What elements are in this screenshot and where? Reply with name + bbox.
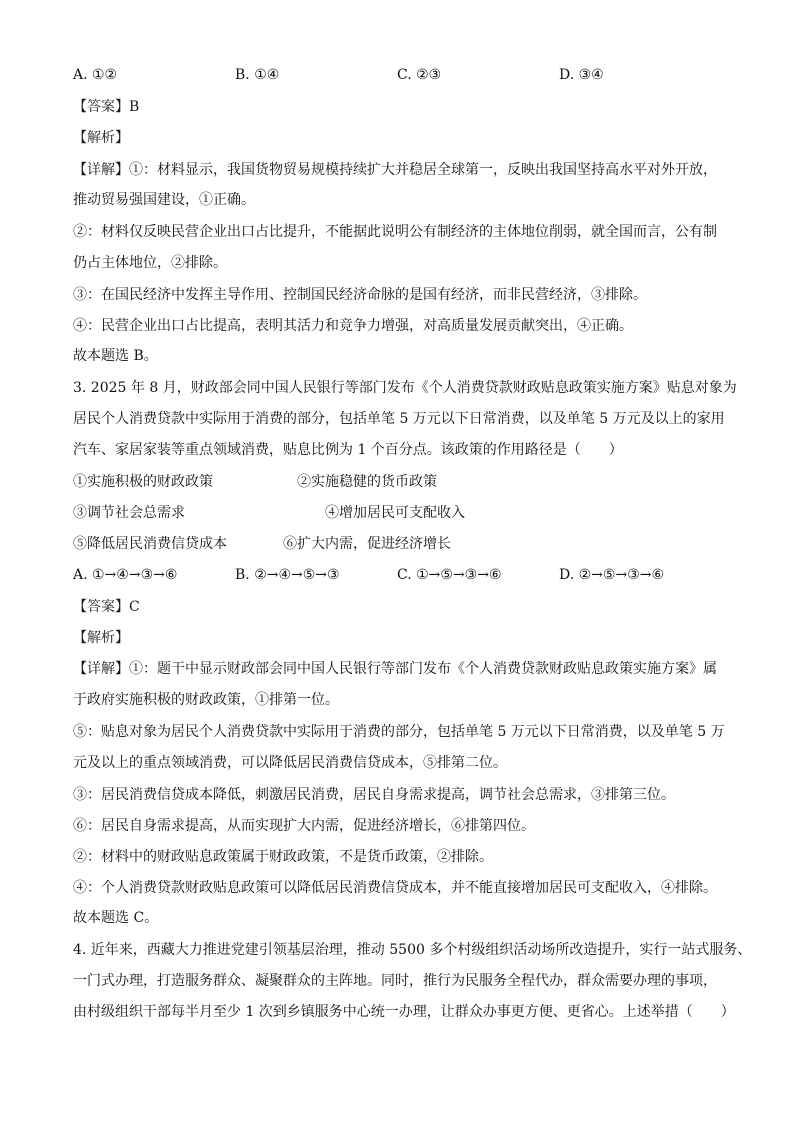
q3-statement: ①实施积极的财政政策 xyxy=(73,474,213,490)
q3-statement: ⑥扩大内需，促进经济增长 xyxy=(283,536,451,552)
q3-option-a: A. ①→④→③→⑥ xyxy=(73,567,178,583)
q3-detail-line: ③：居民消费信贷成本降低，刺激居民消费，居民自身需求提高，调节社会总需求，③排第三位。 xyxy=(73,787,675,803)
q3-stem-line: 3. 2025 年 8 月，财政部会同中国人民银行等部门发布《个人消费贷款财政贴息政策实施方案》贴息对象为 xyxy=(73,380,737,396)
q2-option-c: C. ②③ xyxy=(397,67,442,83)
q3-statement: ③调节社会总需求 xyxy=(73,505,185,521)
q4-stem-line: 由村级组织干部每半月至少 1 次到乡镇服务中心统一办理，让群众办事更方便、更省心。上述举措（ ） xyxy=(73,1004,735,1020)
q4-stem-line: 一门式办理，打造服务群众、凝聚群众的主阵地。同时，推行为民服务全程代办，群众需要办理的事项， xyxy=(73,973,717,989)
q3-detail-line: ⑥：居民自身需求提高，从而实现扩大内需，促进经济增长，⑥排第四位。 xyxy=(73,818,535,834)
q2-analysis-heading: 【解析】 xyxy=(73,130,129,146)
q2-option-d: D. ③④ xyxy=(559,67,604,83)
q2-option-b: B. ①④ xyxy=(235,67,280,83)
q2-answer: 【答案】B xyxy=(73,99,140,115)
q2-detail-line: ③：在国民经济中发挥主导作用、控制国民经济命脉的是国有经济，而非民营经济，③排除。 xyxy=(73,287,647,303)
q3-answer: 【答案】C xyxy=(73,599,140,615)
q3-statement: ④增加居民可支配收入 xyxy=(325,505,465,521)
q3-detail-line: ②：材料中的财政贴息政策属于财政政策，不是货币政策，②排除。 xyxy=(73,849,493,865)
q3-stem-line: 汽车、家居家装等重点领域消费，贴息比例为 1 个百分点。该政策的作用路径是（ ） xyxy=(73,442,623,458)
q3-detail-line: ④：个人消费贷款财政贴息政策可以降低居民消费信贷成本，并不能直接增加居民可支配收入，④排除。 xyxy=(73,880,717,896)
q2-detail-line: 推动贸易强国建设，①正确。 xyxy=(73,192,255,208)
q3-analysis-heading: 【解析】 xyxy=(73,630,129,646)
q2-detail-line: 【详解】①：材料显示，我国货物贸易规模持续扩大并稳居全球第一，反映出我国坚持高水平对外开放， xyxy=(73,162,717,178)
q2-conclusion: 故本题选 B。 xyxy=(73,348,158,364)
q3-detail-line: 元及以上的重点领域消费，可以降低居民消费信贷成本，⑤排第二位。 xyxy=(73,755,507,771)
q2-detail-line: ②：材料仅反映民营企业出口占比提升，不能据此说明公有制经济的主体地位削弱，就全国而言，公有制 xyxy=(73,224,717,240)
q4-stem-line: 4. 近年来，西藏大力推进党建引领基层治理，推动 5500 多个村级组织活动场所改造提升，实行一站式服务、 xyxy=(73,942,752,958)
q3-stem-line: 居民个人消费贷款中实际用于消费的部分，包括单笔 5 万元以下日常消费，以及单笔 5 万元及以上的家用 xyxy=(73,411,725,427)
q3-option-c: C. ①→⑤→③→⑥ xyxy=(397,567,502,583)
q3-option-d: D. ②→⑤→③→⑥ xyxy=(559,567,665,583)
q3-option-b: B. ②→④→⑤→③ xyxy=(235,567,340,583)
q2-detail-line: ④：民营企业出口占比提高，表明其活力和竞争力增强，对高质量发展贡献突出，④正确。 xyxy=(73,318,633,334)
q2-option-a: A. ①② xyxy=(73,67,118,83)
q3-statement: ②实施稳健的货币政策 xyxy=(297,474,437,490)
q2-detail-line: 仍占主体地位，②排除。 xyxy=(73,255,227,271)
q3-statement: ⑤降低居民消费信贷成本 xyxy=(73,536,227,552)
q3-detail-line: ⑤：贴息对象为居民个人消费贷款中实际用于消费的部分，包括单笔 5 万元以下日常消费，以及单笔 5 万 xyxy=(73,724,725,740)
q3-detail-line: 于政府实施积极的财政政策，①排第一位。 xyxy=(73,692,339,708)
q3-conclusion: 故本题选 C。 xyxy=(73,910,159,926)
q3-detail-line: 【详解】①：题干中显示财政部会同中国人民银行等部门发布《个人消费贷款财政贴息政策实施方案》属 xyxy=(73,661,717,677)
